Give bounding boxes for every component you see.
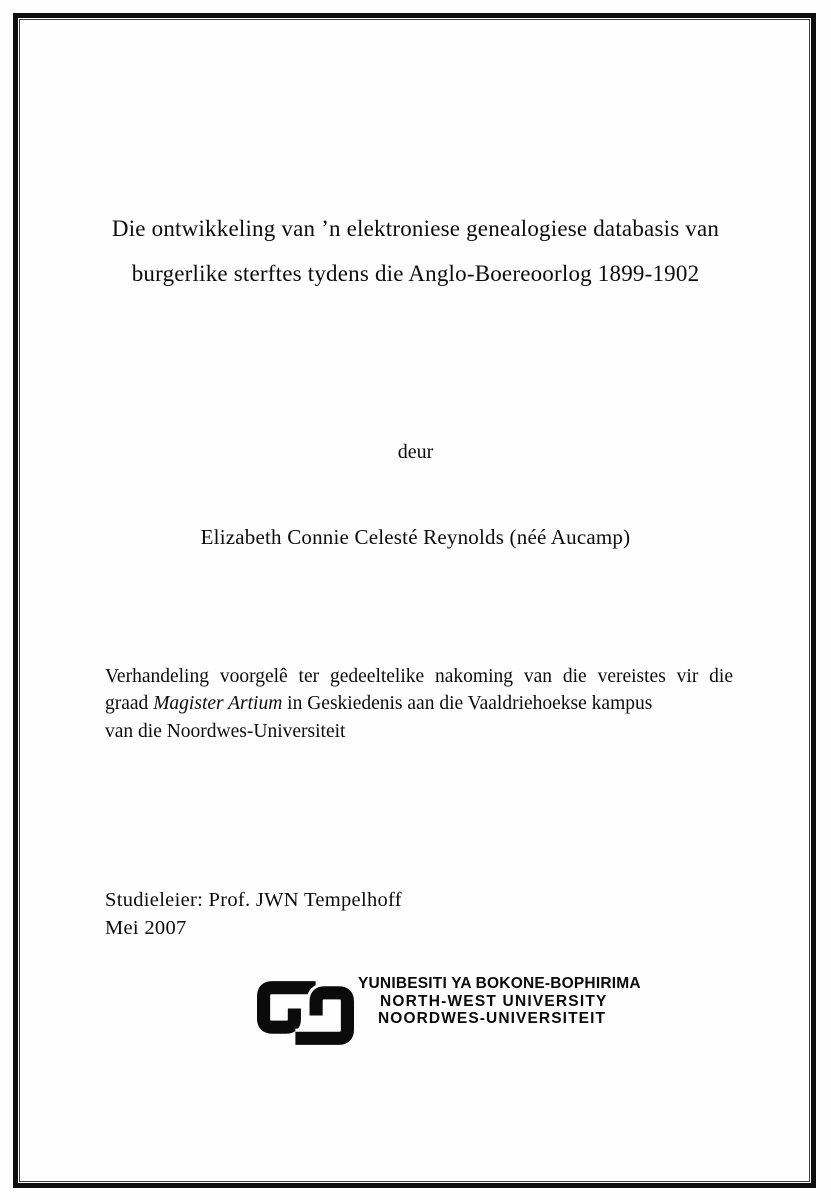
university-logo (257, 975, 641, 1047)
logo-name-afrikaans: NOORDWES-UNIVERSITEIT (378, 1010, 607, 1027)
thesis-title-line-2: burgerlike sterftes tydens die Anglo-Boereoorlog 1899-1902 (131, 261, 700, 286)
byline-label: deur (397, 441, 434, 463)
university-logo-wordmark (358, 975, 641, 1028)
author-name: Elizabeth Connie Celesté Reynolds (néé Aucamp) (200, 525, 631, 549)
degree-name-italic: Magister Artium (153, 693, 283, 715)
logo-name-english: NORTH-WEST UNIVERSITY (380, 992, 608, 1010)
declaration-line-2 (105, 690, 733, 717)
declaration-line-2-pre: graad (105, 693, 154, 715)
declaration-line-2-post: in Geskiedenis aan die Vaaldriehoekse kampus (282, 693, 653, 715)
nwu-chainlink-logo-icon (257, 979, 354, 1047)
supervisor-line: Studieleier: Prof. JWN Tempelhoff (105, 889, 402, 911)
degree-declaration (105, 663, 733, 745)
supervisor-block (105, 886, 402, 942)
declaration-line-3: van die Noordwes-Universiteit (105, 720, 346, 742)
thesis-title-line-1: Die ontwikkeling van ’n elektroniese genealogiese databasis van (111, 216, 720, 241)
thesis-title (50, 206, 781, 296)
logo-name-setswana: YUNIBESITI YA BOKONE-BOPHIRIMA (358, 975, 641, 992)
declaration-line-1: Verhandeling voorgelê ter gedeeltelike nakoming van die vereistes vir die (105, 666, 733, 687)
date-line: Mei 2007 (105, 917, 187, 939)
